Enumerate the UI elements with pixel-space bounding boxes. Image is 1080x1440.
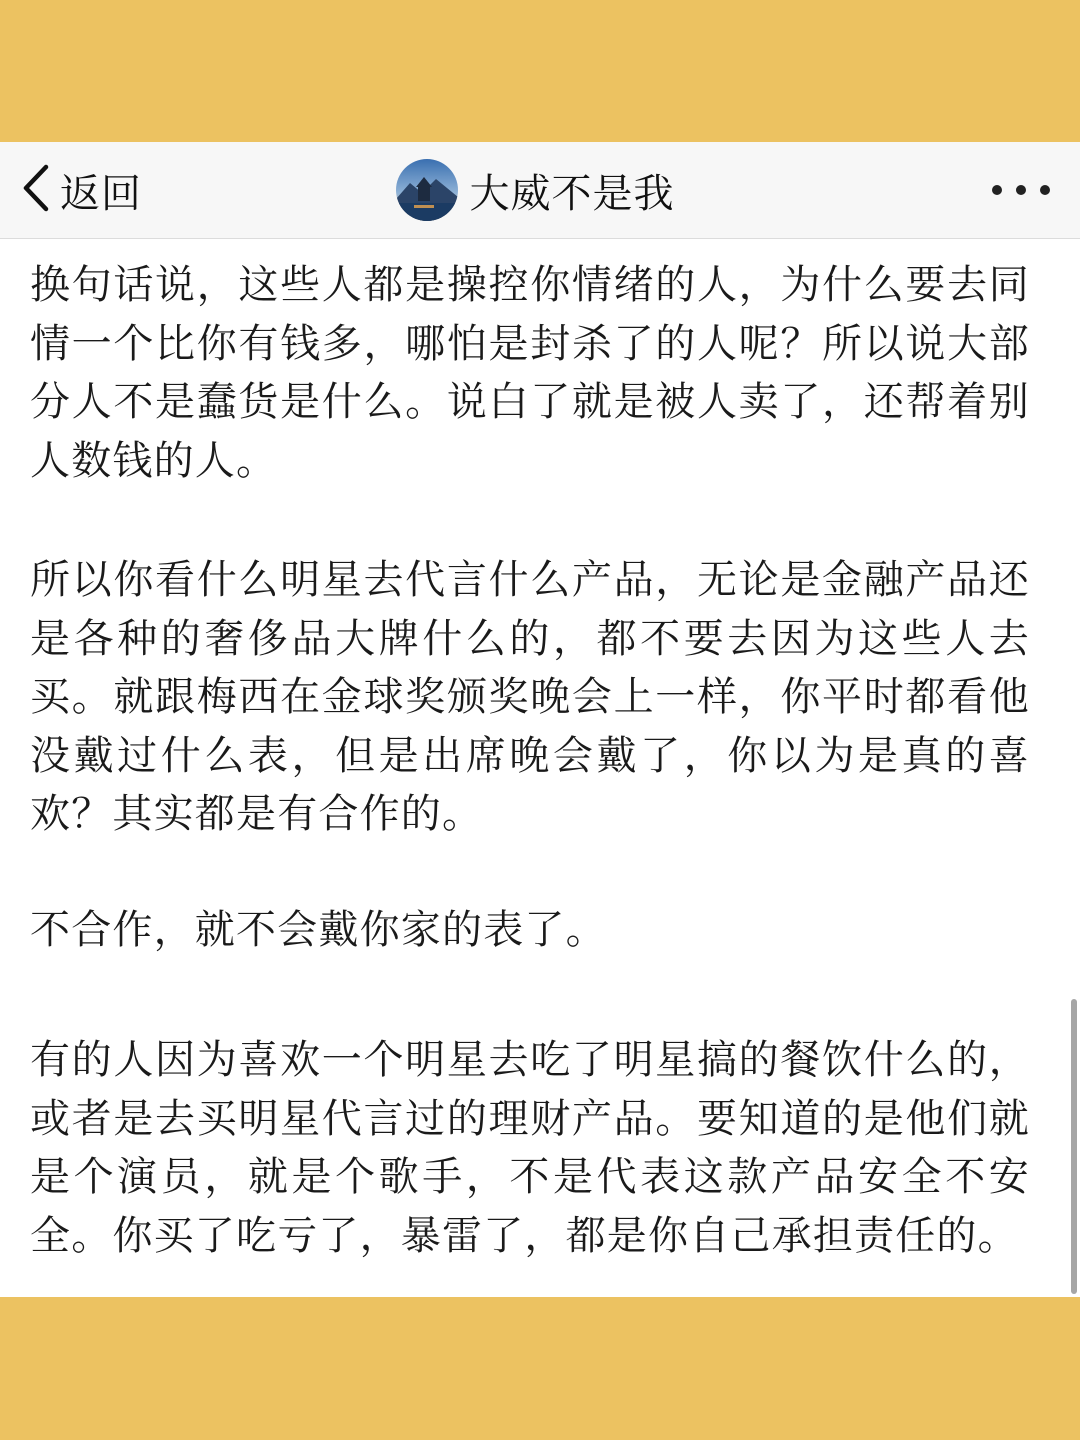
more-dot-icon <box>992 185 1002 195</box>
profile-header <box>0 148 1080 232</box>
navigation-bar <box>0 142 1080 239</box>
paragraph: 换句话说，这些人都是操控你情绪的人，为什么要去同情一个比你有钱多，哪怕是封杀了的人呢？所以说大部分人不是蠢货是什么。说白了就是被人卖了，还帮着别人数钱的人。 <box>30 262 1030 484</box>
page-title: 大威不是我 <box>469 170 675 217</box>
paragraph: 不合作，就不会戴你家的表了。 <box>30 907 607 953</box>
more-dot-icon <box>1016 185 1026 195</box>
back-label: 返回 <box>60 170 142 217</box>
paragraph: 所以你看什么明星去代言什么产品，无论是金融产品还是各种的奢侈品大牌什么的，都不要去因为这些人去买。就跟梅西在金球奖颁奖晚会上一样，你平时都看他没戴过什么表，但是出席晚会戴了，你以为是真的喜欢？其实都是有合作的。 <box>30 557 1030 837</box>
top-decorative-band <box>0 0 1080 142</box>
scrollbar[interactable] <box>1071 999 1077 1294</box>
bottom-decorative-band <box>0 1297 1080 1440</box>
avatar[interactable] <box>396 159 458 221</box>
more-dot-icon <box>1040 185 1050 195</box>
article-content <box>0 239 1080 1297</box>
paragraph: 有的人因为喜欢一个明星去吃了明星搞的餐饮什么的，或者是去买明星代言过的理财产品。要知道的是他们就是个演员，就是个歌手，不是代表这款产品安全不安全。你买了吃亏了，暴雷了，都是你自己承担责任的。 <box>30 1037 1030 1259</box>
more-options-button[interactable] <box>992 168 1050 212</box>
